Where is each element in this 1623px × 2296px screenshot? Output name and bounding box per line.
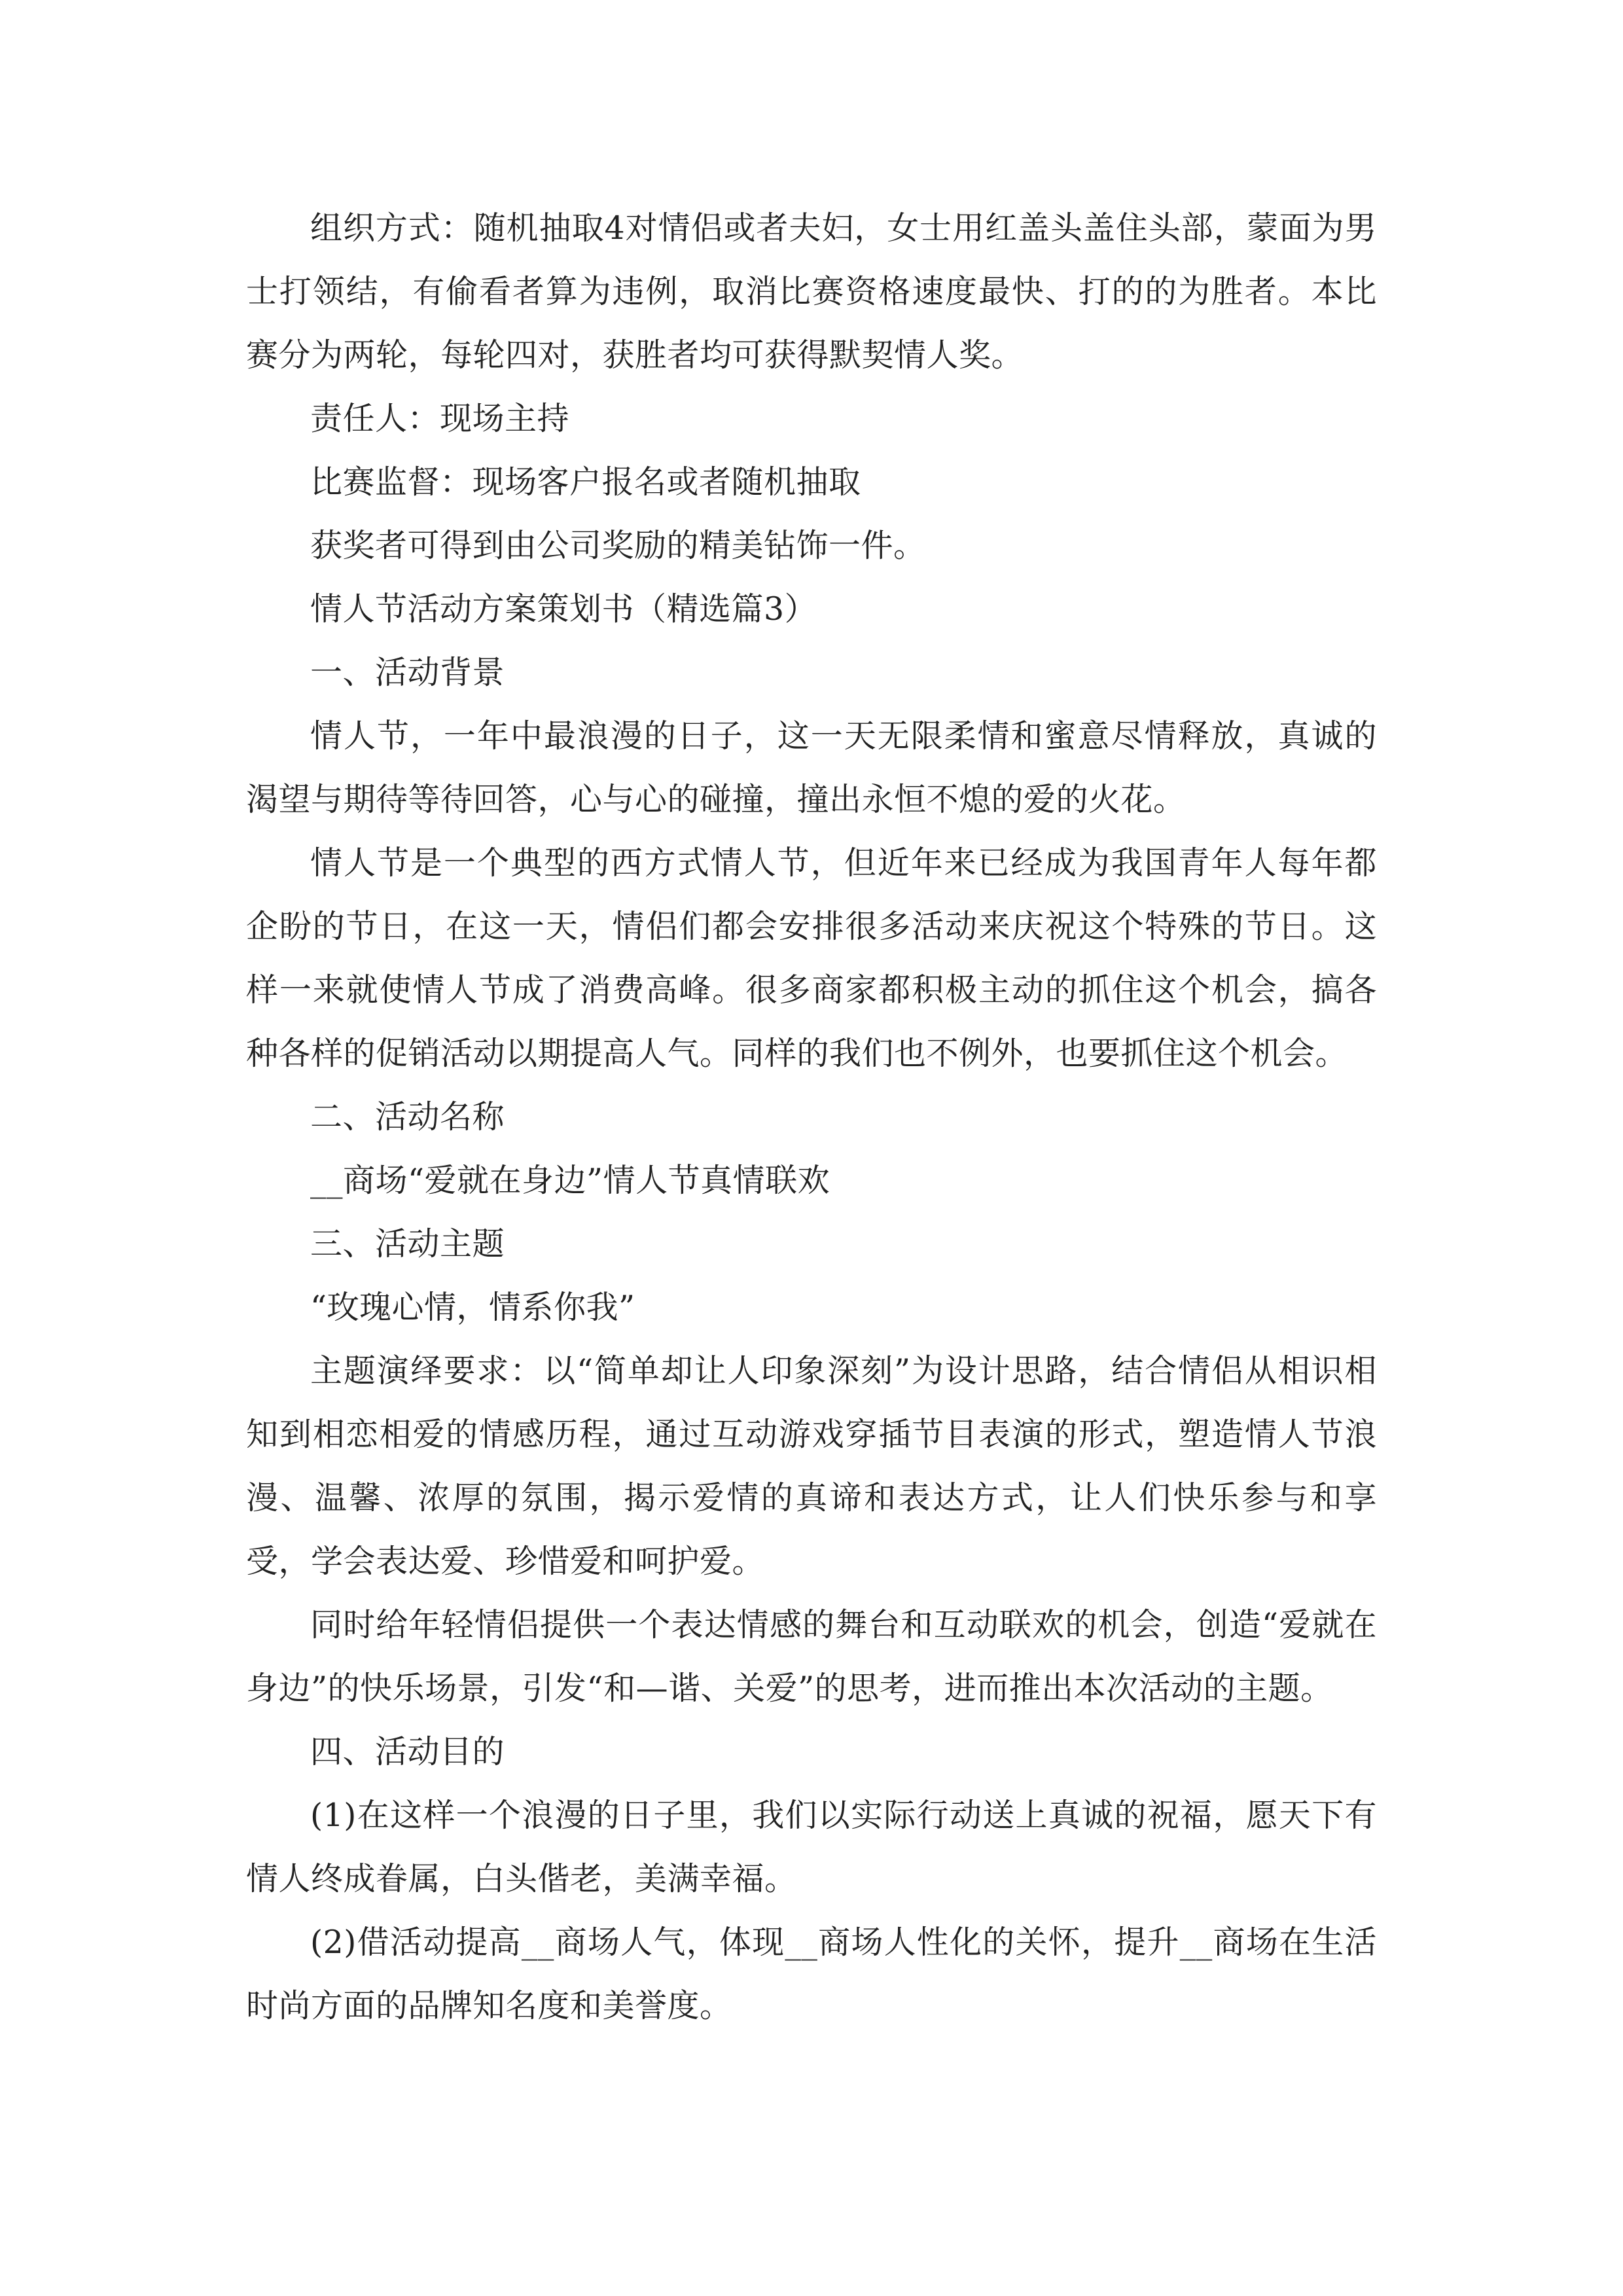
paragraph-background-2: 情人节是一个典型的西方式情人节，但近年来已经成为我国青年人每年都企盼的节日，在这一天，情侣们都会安排很多活动来庆祝这个特殊的节日。这样一来就使情人节成了消费高峰。很多商家都积极主动的抓住这个机会，搞各种各样的促销活动以期提高人气。同样的我们也不例外，也要抓住这个机会。: [246, 844, 1377, 1072]
document-body: [246, 196, 1377, 2037]
paragraph-purpose-2: (2)借活动提高__商场人气，体现__商场人性化的关怀，提升__商场在生活时尚方面的品牌知名度和美誉度。: [246, 1924, 1377, 2024]
paragraph-organization-method: 组织方式：随机抽取4对情侣或者夫妇，女士用红盖头盖住头部，蒙面为男士打领结，有偷看者算为违例，取消比赛资格速度最快、打的的为胜者。本比赛分为两轮，每轮四对，获胜者均可获得默契情人奖。: [246, 209, 1377, 374]
heading-activity-theme: 三、活动主题: [310, 1225, 505, 1263]
paragraph-activity-name: __商场“爱就在身边”情人节真情联欢: [310, 1162, 830, 1199]
heading-background: 一、活动背景: [310, 654, 505, 691]
heading-activity-purpose: 四、活动目的: [310, 1733, 505, 1770]
paragraph-purpose-1: (1)在这样一个浪漫的日子里，我们以实际行动送上真诚的祝福，愿天下有情人终成眷属，白头偕老，美满幸福。: [246, 1797, 1377, 1897]
paragraph-theme-requirements: 主题演绎要求：以“简单却让人印象深刻”为设计思路，结合情侣从相识相知到相恋相爱的情感历程，通过互动游戏穿插节目表演的形式，塑造情人节浪漫、温馨、浓厚的氛围，揭示爱情的真谛和表达方式，让人们快乐参与和享受，学会表达爱、珍惜爱和呵护爱。: [246, 1352, 1377, 1580]
paragraph-responsible-person: 责任人：现场主持: [310, 400, 570, 437]
section-title: 情人节活动方案策划书（精选篇3）: [310, 590, 817, 628]
paragraph-theme-stage: 同时给年轻情侣提供一个表达情感的舞台和互动联欢的机会，创造“爱就在身边”的快乐场景，引发“和—谐、关爱”的思考，进而推出本次活动的主题。: [246, 1606, 1377, 1707]
paragraph-prize: 获奖者可得到由公司奖励的精美钻饰一件。: [310, 527, 926, 564]
paragraph-theme-slogan: “玫瑰心情，情系你我”: [310, 1289, 635, 1326]
paragraph-background-1: 情人节，一年中最浪漫的日子，这一天无限柔情和蜜意尽情释放，真诚的渴望与期待等待回答，心与心的碰撞，撞出永恒不熄的爱的火花。: [246, 717, 1377, 818]
paragraph-competition-supervision: 比赛监督：现场客户报名或者随机抽取: [310, 463, 861, 501]
heading-activity-name: 二、活动名称: [310, 1098, 505, 1136]
